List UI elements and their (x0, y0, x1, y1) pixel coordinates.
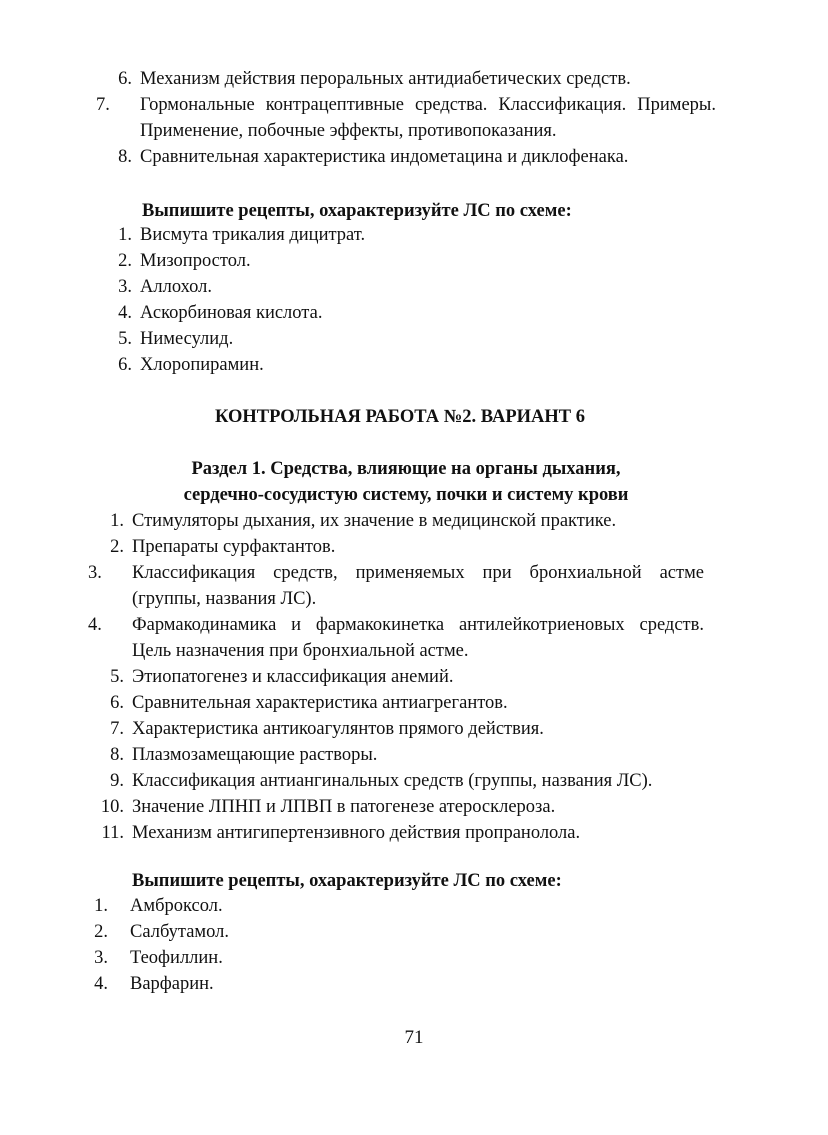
item-text: Варфарин. (130, 974, 214, 994)
item-text: Этиопатогенез и классификация анемий. (132, 667, 454, 687)
list-item (96, 274, 696, 300)
item-text: Сравнительная характеристика антиагрегантов. (132, 693, 508, 713)
item-number: 10. (100, 797, 124, 817)
item-number: 8. (118, 147, 132, 167)
item-number: 1. (118, 225, 132, 245)
item-number: 2. (118, 251, 132, 271)
section-title (0, 456, 812, 508)
item-text: Хлоропирамин. (140, 355, 264, 375)
item-text: Плазмозамещающие растворы. (132, 745, 378, 765)
list-item (88, 742, 704, 768)
top-list (96, 66, 716, 170)
item-text: Механизм действия пероральных антидиабетических средств. (140, 69, 631, 89)
item-text: Гормональные контрацептивные средства. Классификация. Примеры. Применение, побочные эффекты, противопоказания. (140, 95, 716, 141)
recipes-heading: Выпишите рецепты, охарактеризуйте ЛС по схеме: (132, 871, 562, 891)
item-text: Теофиллин. (130, 948, 223, 968)
list-item (88, 534, 704, 560)
list-item (96, 300, 696, 326)
item-number: 6. (118, 69, 132, 89)
section-title-line: сердечно-сосудистую систему, почки и систему крови (183, 485, 629, 505)
list-item (80, 945, 680, 971)
item-number: 8. (110, 745, 124, 765)
list-item (96, 144, 716, 170)
recipes-list (96, 222, 696, 378)
list-item (96, 248, 696, 274)
item-text: Классификация средств, применяемых при бронхиальной астме (группы, названия ЛС). (132, 563, 704, 609)
item-number: 7. (96, 95, 110, 115)
recipes-list (80, 893, 680, 997)
item-number: 2. (110, 537, 124, 557)
list-item (88, 716, 704, 742)
list-item (96, 222, 696, 248)
page-number: 71 (404, 1027, 424, 1048)
list-item (96, 92, 716, 144)
item-number: 3. (94, 948, 108, 968)
item-number: 9. (110, 771, 124, 791)
item-text: Висмута трикалия дицитрат. (140, 225, 366, 245)
item-text: Аскорбиновая кислота. (140, 303, 323, 323)
list-item (80, 893, 680, 919)
item-text: Значение ЛПНП и ЛПВП в патогенезе атеросклероза. (132, 797, 556, 817)
recipes-heading: Выпишите рецепты, охарактеризуйте ЛС по схеме: (142, 201, 572, 221)
item-text: Нимесулид. (140, 329, 234, 349)
item-number: 5. (110, 667, 124, 687)
item-number: 5. (118, 329, 132, 349)
list-item (88, 664, 704, 690)
item-number: 1. (110, 511, 124, 531)
list-item (88, 612, 704, 664)
item-text: Сравнительная характеристика индометацина и диклофенака. (140, 147, 629, 167)
list-item (88, 794, 704, 820)
questions-list (88, 508, 704, 846)
list-item (96, 66, 716, 92)
item-number: 3. (88, 563, 102, 583)
list-item (88, 560, 704, 612)
item-number: 11. (101, 823, 124, 843)
item-number: 4. (88, 615, 102, 635)
item-text: Салбутамол. (130, 922, 229, 942)
item-number: 3. (118, 277, 132, 297)
list-item (96, 326, 696, 352)
list-item (88, 820, 704, 846)
section-title-line: Раздел 1. Средства, влияющие на органы дыхания, (191, 459, 621, 479)
item-number: 4. (118, 303, 132, 323)
item-text: Мизопростол. (140, 251, 251, 271)
list-item (88, 508, 704, 534)
item-number: 1. (94, 896, 108, 916)
item-number: 2. (94, 922, 108, 942)
list-item (96, 352, 696, 378)
item-text: Препараты сурфактантов. (132, 537, 336, 557)
item-text: Классификация антиангинальных средств (группы, названия ЛС). (132, 771, 653, 791)
item-number: 6. (118, 355, 132, 375)
list-item (80, 919, 680, 945)
item-text: Стимуляторы дыхания, их значение в медицинской практике. (132, 511, 617, 531)
item-text: Аллохол. (140, 277, 213, 297)
item-text: Амброксол. (130, 896, 223, 916)
list-item (80, 971, 680, 997)
item-text: Механизм антигипертензивного действия пропранолола. (132, 823, 581, 843)
item-text: Характеристика антикоагулянтов прямого действия. (132, 719, 544, 739)
item-text: Фармакодинамика и фармакокинетка антилейкотриеновых средств. Цель назначения при бронхиальной астме. (132, 615, 704, 661)
work-title: КОНТРОЛЬНАЯ РАБОТА №2. ВАРИАНТ 6 (215, 407, 585, 427)
item-number: 7. (110, 719, 124, 739)
list-item (88, 690, 704, 716)
list-item (88, 768, 704, 794)
item-number: 4. (94, 974, 108, 994)
item-number: 6. (110, 693, 124, 713)
